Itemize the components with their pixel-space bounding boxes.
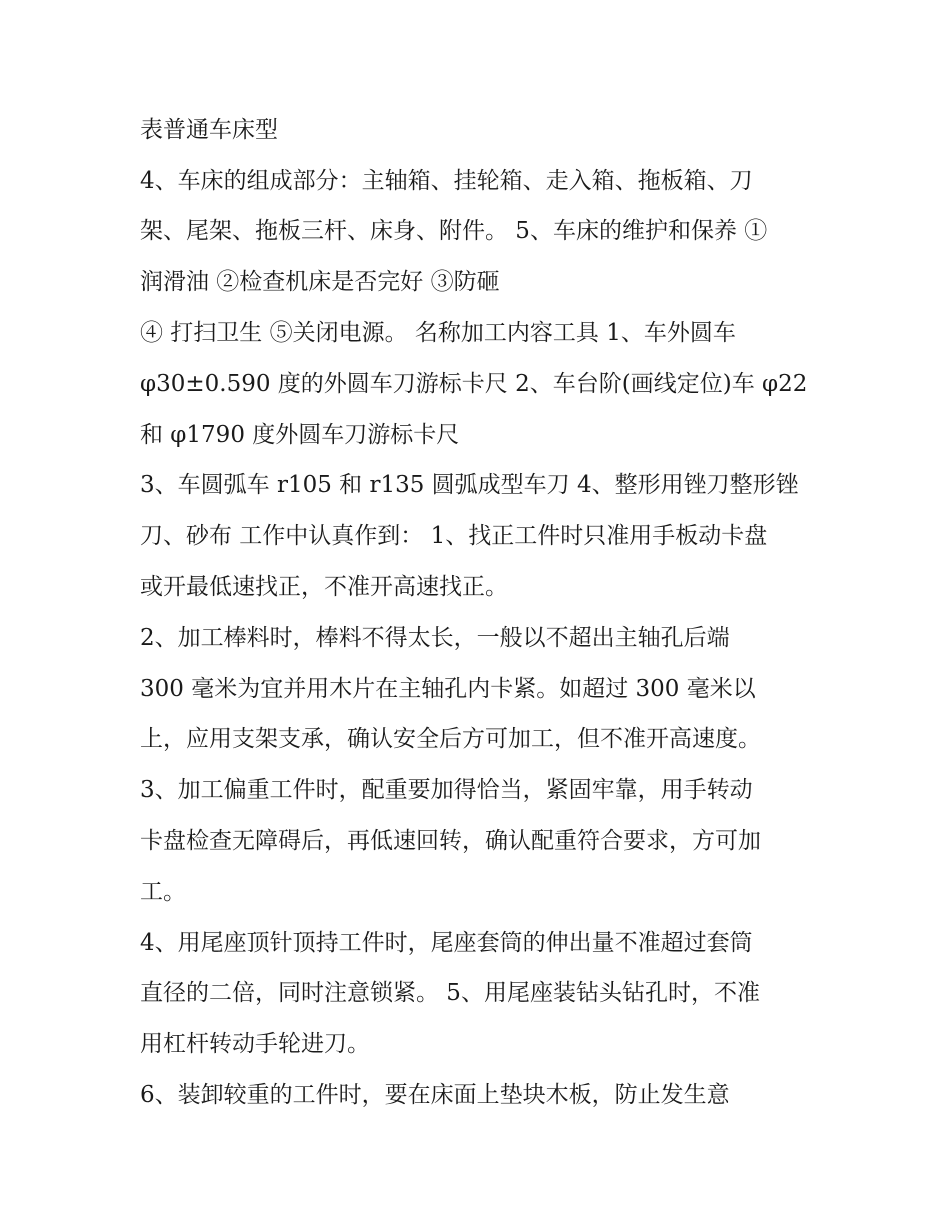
text-line-10: 或开最低速找正，不准开高速找正。 bbox=[140, 574, 508, 600]
text-line-13: 上，应用支架支承，确认安全后方可加工，但不准开高速度。 bbox=[140, 726, 761, 752]
text-line-1: 表普通车床型 bbox=[140, 117, 278, 143]
text-line-8: 3、车圆弧车 r105 和 r135 圆弧成型车刀 4、整形用锉刀整形锉 bbox=[140, 472, 799, 498]
text-line-9: 刀、砂布 工作中认真作到： 1、找正工件时只准用手板动卡盘 bbox=[140, 523, 768, 549]
text-line-15: 卡盘检查无障碍后，再低速回转，确认配重符合要求，方可加 bbox=[140, 828, 761, 854]
text-line-2: 4、车床的组成部分：主轴箱、挂轮箱、走入箱、拖板箱、刀 bbox=[140, 168, 753, 194]
text-line-5: ④ 打扫卫生 ⑤关闭电源。 名称加工内容工具 1、车外圆车 bbox=[140, 320, 736, 346]
text-line-18: 直径的二倍，同时注意锁紧。 5、用尾座装钻头钻孔时，不准 bbox=[140, 980, 760, 1006]
text-line-11: 2、加工棒料时，棒料不得太长，一般以不超出主轴孔后端 bbox=[140, 625, 730, 651]
text-line-14: 3、加工偏重工件时，配重要加得恰当，紧固牢靠，用手转动 bbox=[140, 777, 753, 803]
text-line-7: 和 φ1790 度外圆车刀游标卡尺 bbox=[140, 422, 460, 448]
text-line-6: φ30±0.590 度的外圆车刀游标卡尺 2、车台阶(画线定位)车 φ22 bbox=[140, 371, 808, 397]
text-line-3: 架、尾架、拖板三杆、床身、附件。 5、车床的维护和保养 ① bbox=[140, 218, 768, 244]
text-line-20: 6、装卸较重的工件时，要在床面上垫块木板，防止发生意 bbox=[140, 1082, 730, 1108]
text-line-4: 润滑油 ②检查机床是否完好 ③防砸 bbox=[140, 269, 500, 295]
text-line-16: 工。 bbox=[140, 879, 186, 905]
text-line-17: 4、用尾座顶针顶持工件时，尾座套筒的伸出量不准超过套筒 bbox=[140, 930, 753, 956]
text-line-19: 用杠杆转动手轮进刀。 bbox=[140, 1031, 370, 1057]
text-line-12: 300 毫米为宜并用木片在主轴孔内卡紧。如超过 300 毫米以 bbox=[140, 676, 756, 702]
